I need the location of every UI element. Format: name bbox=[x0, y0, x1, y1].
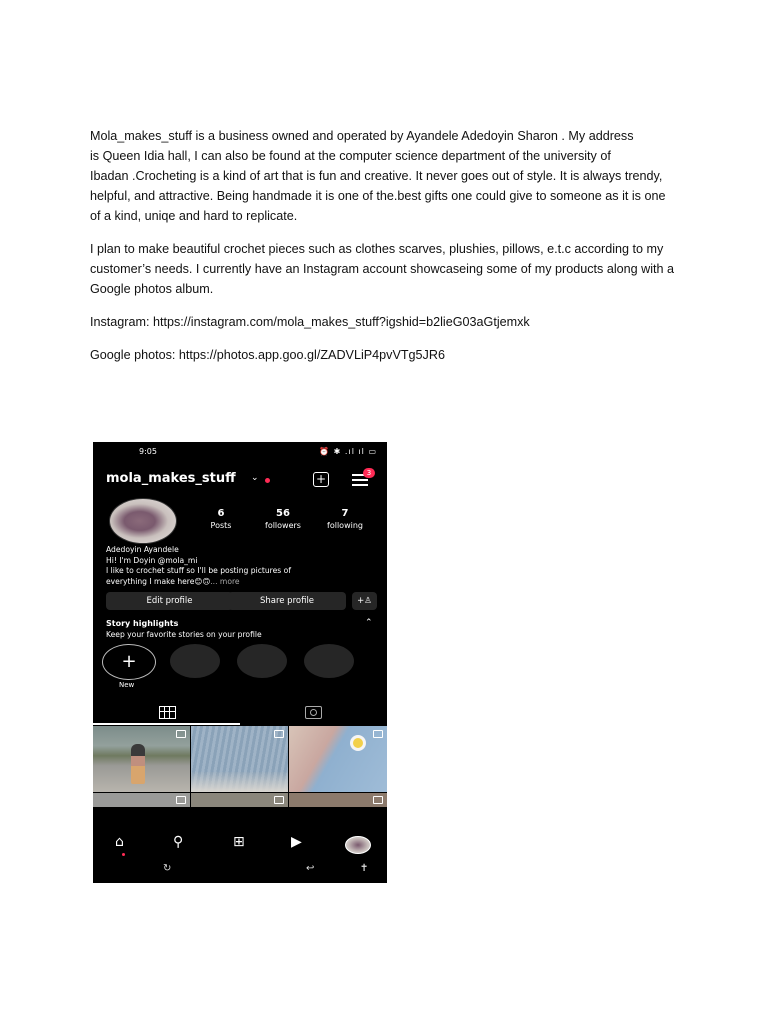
post-thumbnail[interactable] bbox=[93, 726, 190, 792]
highlight-placeholder bbox=[170, 644, 220, 678]
carousel-icon bbox=[274, 730, 284, 738]
post-thumbnail[interactable] bbox=[191, 793, 288, 807]
new-highlight-label: New bbox=[119, 681, 135, 689]
system-navigation-bar bbox=[93, 863, 387, 877]
profile-username[interactable]: mola_makes_stuff bbox=[106, 471, 236, 486]
post-thumbnail[interactable] bbox=[191, 726, 288, 792]
profile-bio bbox=[106, 545, 376, 587]
tagged-icon[interactable] bbox=[305, 706, 322, 719]
status-bar bbox=[93, 446, 387, 460]
stat-label: following bbox=[327, 521, 363, 530]
status-time: 9:05 bbox=[139, 447, 157, 456]
chevron-down-icon[interactable]: ⌄ bbox=[251, 473, 259, 483]
stat-value: 56 bbox=[276, 508, 290, 519]
google-photos-link-line[interactable]: Google photos: https://photos.app.goo.gl/ZADVLiP4pvVTg5JR6 bbox=[90, 348, 445, 362]
plus-icon: + bbox=[121, 651, 137, 672]
profile-tabs bbox=[93, 702, 387, 724]
paragraph-plan bbox=[90, 239, 676, 299]
bottom-navigation bbox=[93, 834, 387, 854]
stat-posts[interactable] bbox=[191, 508, 251, 530]
bio-line: Hi! I'm Doyin @mola_mi bbox=[106, 555, 198, 565]
post-thumbnail[interactable] bbox=[289, 726, 387, 792]
bio-line bbox=[106, 577, 376, 588]
reels-icon[interactable]: ▶ bbox=[291, 834, 302, 850]
highlight-placeholder bbox=[237, 644, 287, 678]
text-line: customer’s needs. I currently have an Instagram account showcaseing some of my products along with a bbox=[90, 262, 675, 276]
active-tab-indicator bbox=[93, 723, 240, 725]
carousel-icon bbox=[274, 796, 284, 804]
text-line: Mola_makes_stuff is a business owned and operated by Ayandele Adedoyin Sharon . My address bbox=[90, 129, 634, 143]
text-line: of a kind, uniqe and hard to replicate. bbox=[90, 209, 298, 223]
stat-value: 6 bbox=[217, 508, 225, 519]
notification-dot bbox=[265, 478, 270, 483]
share-profile-button[interactable]: Share profile bbox=[228, 592, 346, 610]
carousel-icon bbox=[373, 796, 383, 804]
text-line: helpful, and attractive. Being handmade it is one of the.best gifts one could give to someone as it is one bbox=[90, 189, 666, 203]
carousel-icon bbox=[176, 796, 186, 804]
paragraph-about bbox=[90, 126, 676, 226]
profile-avatar[interactable] bbox=[345, 836, 371, 854]
recents-icon[interactable]: ↻ bbox=[163, 863, 172, 874]
bio-name: Adedoyin Ayandele bbox=[106, 545, 179, 554]
stat-value: 7 bbox=[341, 508, 349, 519]
profile-avatar[interactable] bbox=[109, 498, 177, 544]
new-highlight-button[interactable] bbox=[102, 644, 156, 680]
menu-badge: 3 bbox=[363, 468, 375, 478]
text-line: I plan to make beautiful crochet pieces such as clothes scarves, plushies, pillows, e.t.c according to my bbox=[90, 242, 664, 256]
post-thumbnail[interactable] bbox=[289, 793, 387, 807]
grid-icon[interactable] bbox=[159, 706, 176, 719]
highlights-title: Story highlights bbox=[106, 619, 179, 628]
add-person-icon[interactable]: +♙ bbox=[352, 592, 377, 610]
instagram-profile-screenshot bbox=[93, 442, 387, 883]
back-icon[interactable]: ↩ bbox=[306, 863, 315, 874]
carousel-icon bbox=[176, 730, 186, 738]
accessibility-icon[interactable]: ✝ bbox=[360, 863, 369, 874]
create-post-icon[interactable]: + bbox=[313, 472, 329, 487]
stat-following[interactable] bbox=[315, 508, 375, 530]
post-thumbnail[interactable] bbox=[93, 793, 190, 807]
profile-header bbox=[93, 468, 387, 492]
stat-label: followers bbox=[265, 521, 301, 530]
status-icons: ⏰ ✱ .ıl ıl ▭ bbox=[319, 447, 377, 456]
highlight-placeholder bbox=[304, 644, 354, 678]
text-line: Ibadan .Crocheting is a kind of art that is fun and creative. It never goes out of style. It is always trendy, bbox=[90, 169, 663, 183]
text-line: Google photos album. bbox=[90, 282, 214, 296]
bio-line: I like to crochet stuff so I'll be posting pictures of bbox=[106, 566, 291, 575]
stat-followers[interactable] bbox=[253, 508, 313, 530]
document-body bbox=[90, 126, 676, 378]
carousel-icon bbox=[373, 730, 383, 738]
create-icon[interactable]: ⊞ bbox=[233, 834, 245, 850]
text-line: is Queen Idia hall, I can also be found at the computer science department of the university of bbox=[90, 149, 611, 163]
home-icon[interactable]: ⌂ bbox=[115, 834, 124, 850]
highlights-subtitle: Keep your favorite stories on your profile bbox=[106, 630, 262, 639]
home-active-dot bbox=[122, 853, 125, 856]
bio-text: everything I make here😊🙃 bbox=[106, 576, 211, 586]
stat-label: Posts bbox=[210, 521, 232, 530]
collapse-caret-icon[interactable]: ⌃ bbox=[365, 618, 373, 628]
search-icon[interactable]: ⚲ bbox=[173, 834, 184, 850]
edit-profile-button[interactable]: Edit profile bbox=[106, 592, 233, 610]
bio-more-link[interactable]: ... more bbox=[210, 576, 240, 586]
instagram-link-line[interactable]: Instagram: https://instagram.com/mola_makes_stuff?igshid=b2lieG03aGtjemxk bbox=[90, 315, 530, 329]
